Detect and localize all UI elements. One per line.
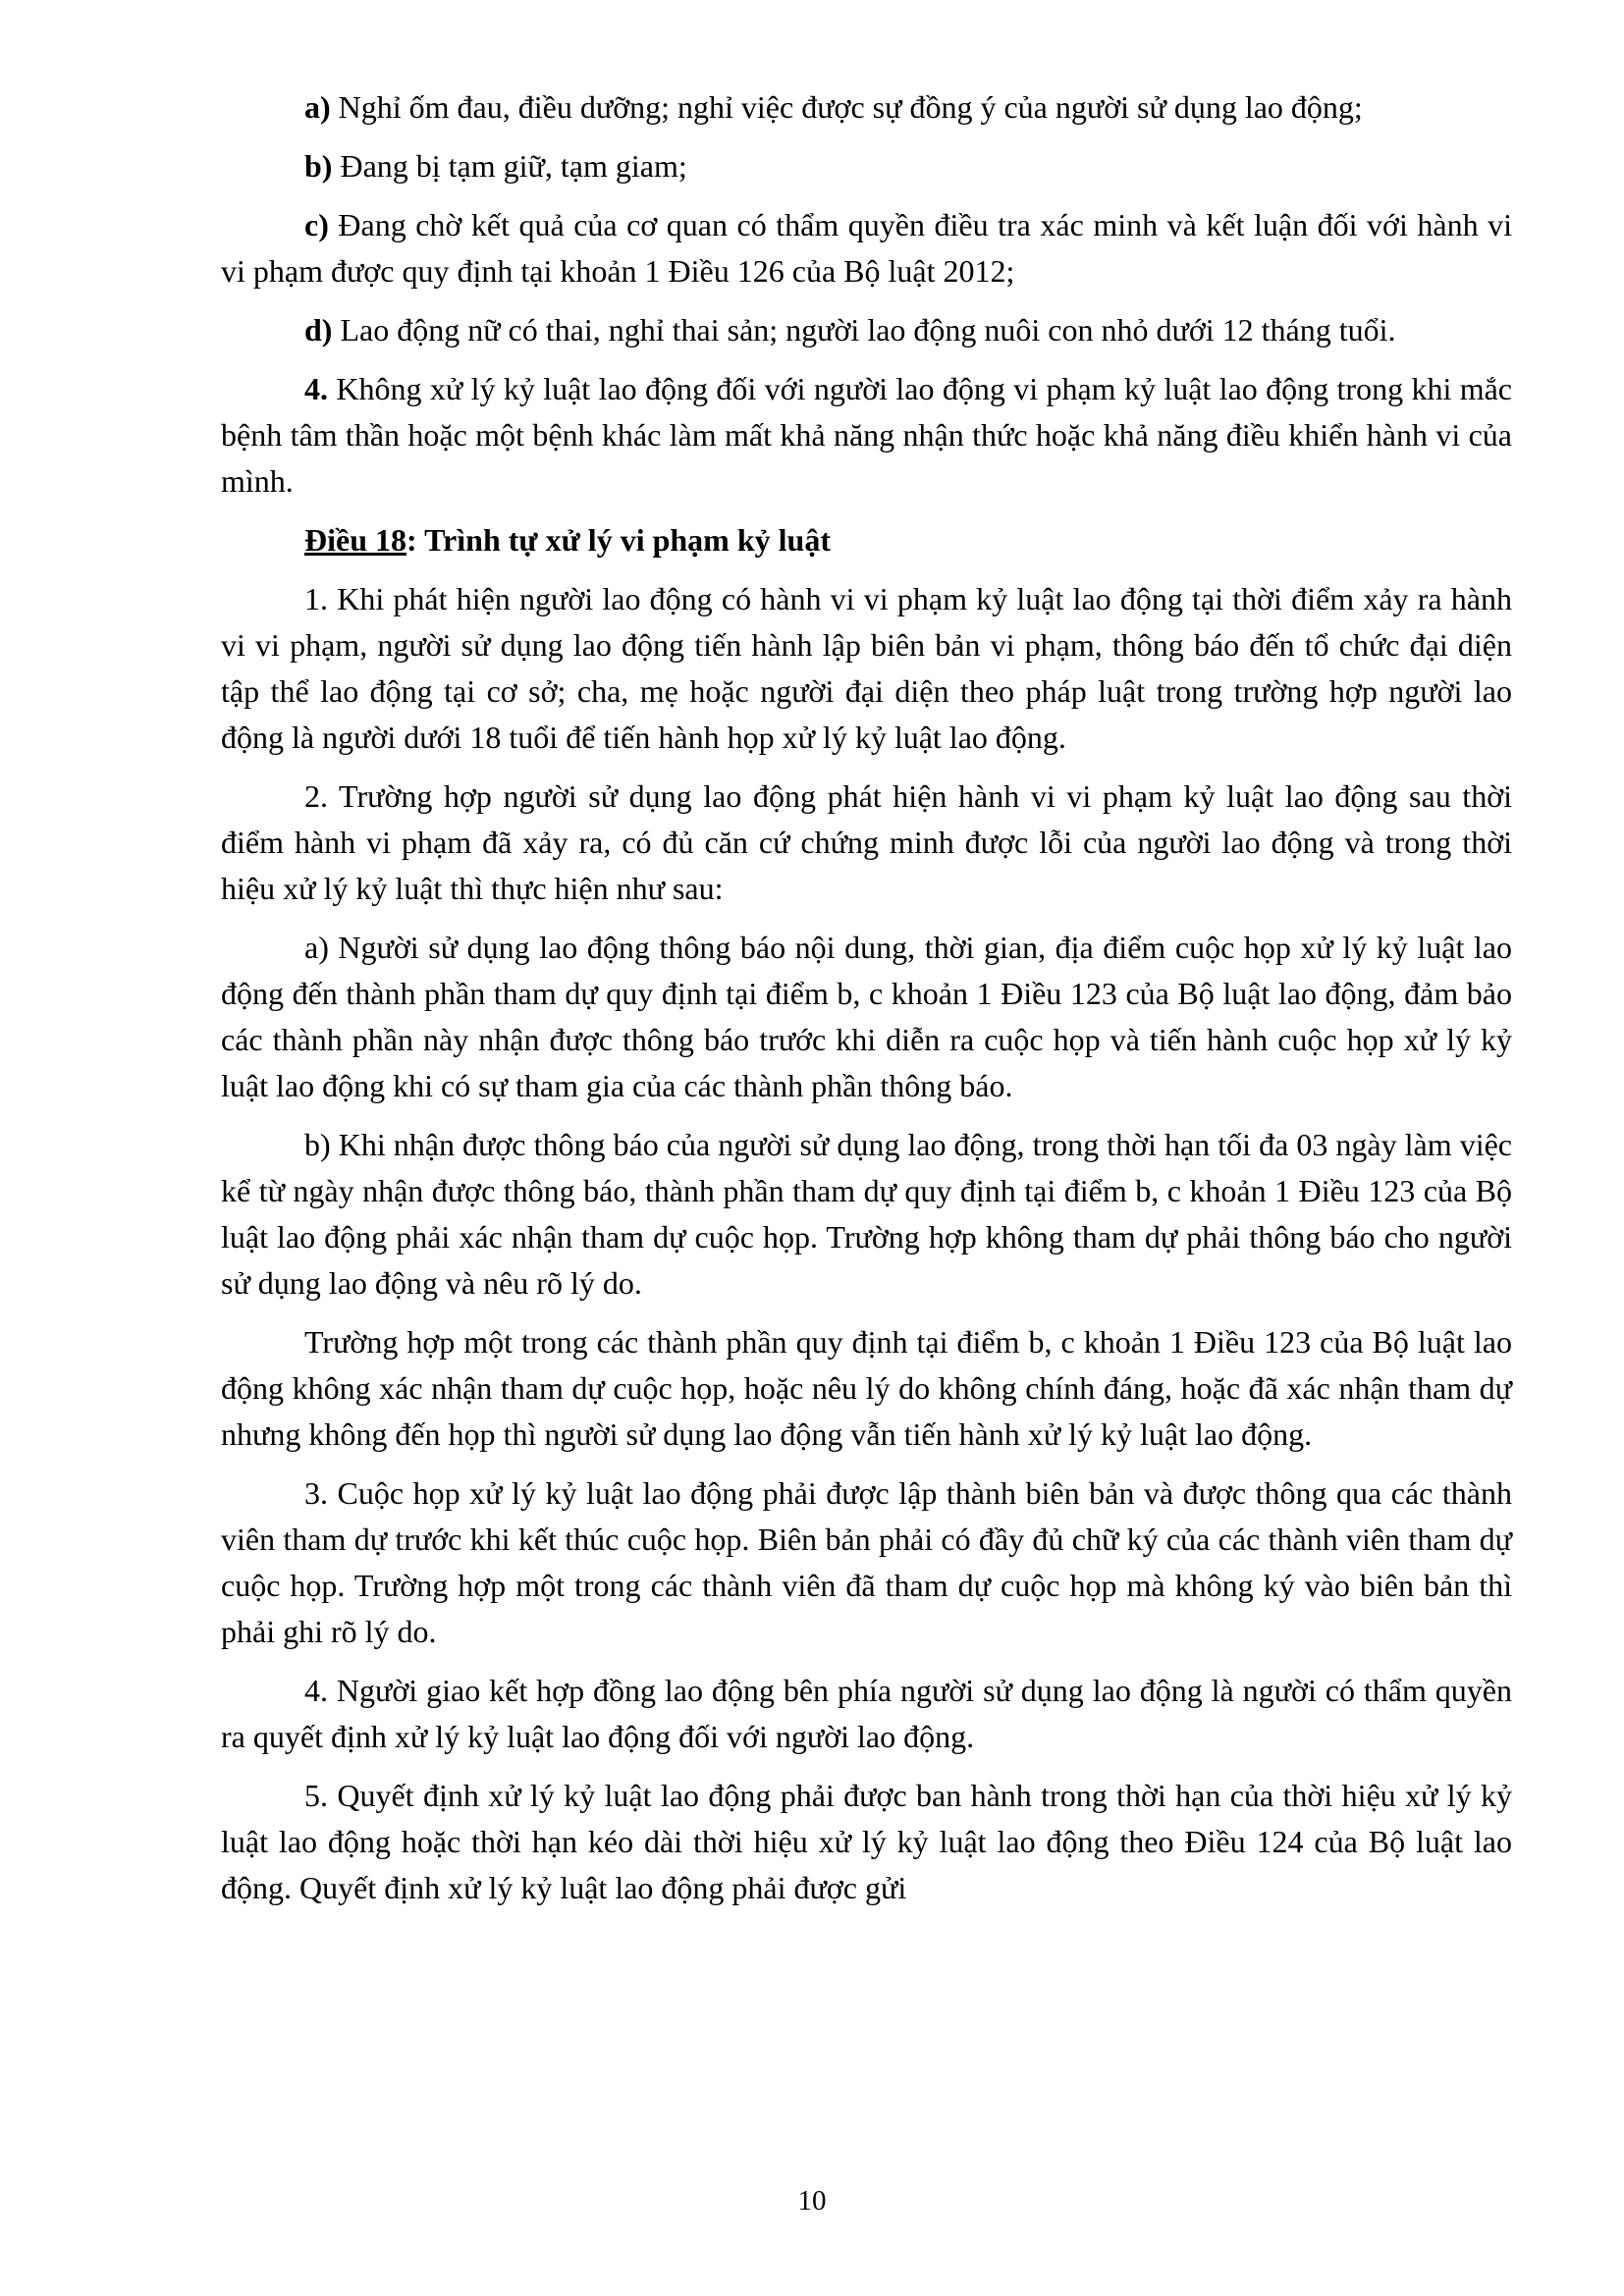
paragraph-1: 1. Khi phát hiện người lao động có hành vi vi phạm kỷ luật lao động tại thời điểm xảy ra hành vi vi phạm, người sử dụng lao động tiến hành lập biên bản vi phạm, thông báo đến tổ chức đại diện tập thể lao động tại cơ sở; cha, mẹ hoặc người đại diện theo pháp luật trong trường hợp người lao động là người dưới 18 tuổi để tiến hành họp xử lý kỷ luật lao động. (221, 581, 1512, 755)
paragraph-5: 5. Quyết định xử lý kỷ luật lao động phải được ban hành trong thời hạn của thời hiệu xử lý kỷ luật lao động hoặc thời hạn kéo dài thời hiệu xử lý kỷ luật lao động theo Điều 124 của Bộ luật lao động. Quyết định xử lý kỷ luật lao động phải được gửi (221, 1778, 1512, 1905)
article-18-heading-title: : Trình tự xử lý vi phạm kỷ luật (406, 522, 831, 558)
article-18-heading (221, 517, 1512, 563)
paragraph-3: 3. Cuộc họp xử lý kỷ luật lao động phải được lập thành biên bản và được thông qua các thành viên tham dự trước khi kết thúc cuộc họp. Biên bản phải có đầy đủ chữ ký của các thành viên tham dự cuộc họp. Trường hợp một trong các thành viên đã tham dự cuộc họp mà không ký vào biên bản thì phải ghi rõ lý do. (221, 1475, 1512, 1649)
clause-b (221, 143, 1512, 189)
clause-b-marker: b) (304, 148, 333, 184)
clause-d (221, 307, 1512, 353)
article-18-heading-number: Điều 18 (304, 522, 406, 558)
clause-4 (221, 366, 1512, 505)
paragraph-2: 2. Trường hợp người sử dụng lao động phát hiện hành vi vi phạm kỷ luật lao động sau thời điểm hành vi phạm đã xảy ra, có đủ căn cứ chứng minh được lỗi của người lao động và trong thời hiệu xử lý kỷ luật thì thực hiện như sau: (221, 778, 1512, 906)
paragraph-4: 4. Người giao kết hợp đồng lao động bên phía người sử dụng lao động là người có thẩm quyền ra quyết định xử lý kỷ luật lao động đối với người lao động. (221, 1673, 1512, 1754)
paragraph-2b-continued: Trường hợp một trong các thành phần quy định tại điểm b, c khoản 1 Điều 123 của Bộ luật lao động không xác nhận tham dự cuộc họp, hoặc nêu lý do không chính đáng, hoặc đã xác nhận tham dự nhưng không đến họp thì người sử dụng lao động vẫn tiến hành xử lý kỷ luật lao động. (221, 1324, 1512, 1452)
document-body (221, 84, 1512, 1924)
paragraph-2b: b) Khi nhận được thông báo của người sử dụng lao động, trong thời hạn tối đa 03 ngày làm việc kể từ ngày nhận được thông báo, thành phần tham dự quy định tại điểm b, c khoản 1 Điều 123 của Bộ luật lao động phải xác nhận tham dự cuộc họp. Trường hợp không tham dự phải thông báo cho người sử dụng lao động và nêu rõ lý do. (221, 1127, 1512, 1301)
clause-c-marker: c) (304, 207, 329, 242)
page-number: 10 (797, 2185, 827, 2216)
clause-c-text: Đang chờ kết quả của cơ quan có thẩm quyền điều tra xác minh và kết luận đối với hành vi vi phạm được quy định tại khoản 1 Điều 126 của Bộ luật 2012; (221, 207, 1512, 289)
clause-c (221, 202, 1512, 294)
clause-a-text: Nghỉ ốm đau, điều dưỡng; nghỉ việc được sự đồng ý của người sử dụng lao động; (330, 89, 1363, 125)
clause-d-text: Lao động nữ có thai, nghỉ thai sản; người lao động nuôi con nhỏ dưới 12 tháng tuổi. (332, 312, 1396, 347)
paragraph-2a: a) Người sử dụng lao động thông báo nội dung, thời gian, địa điểm cuộc họp xử lý kỷ luật lao động đến thành phần tham dự quy định tại điểm b, c khoản 1 Điều 123 của Bộ luật lao động, đảm bảo các thành phần này nhận được thông báo trước khi diễn ra cuộc họp và tiến hành cuộc họp xử lý kỷ luật lao động khi có sự tham gia của các thành phần thông báo. (221, 930, 1512, 1103)
clause-b-text: Đang bị tạm giữ, tạm giam; (332, 148, 687, 184)
clause-4-text: Không xử lý kỷ luật lao động đối với người lao động vi phạm kỷ luật lao động trong khi mắc bệnh tâm thần hoặc một bệnh khác làm mất khả năng nhận thức hoặc khả năng điều khiển hành vi của mình. (221, 371, 1512, 499)
clause-a (221, 84, 1512, 131)
clause-d-marker: d) (304, 312, 333, 347)
clause-4-marker: 4. (304, 371, 328, 406)
clause-a-marker: a) (304, 89, 331, 125)
